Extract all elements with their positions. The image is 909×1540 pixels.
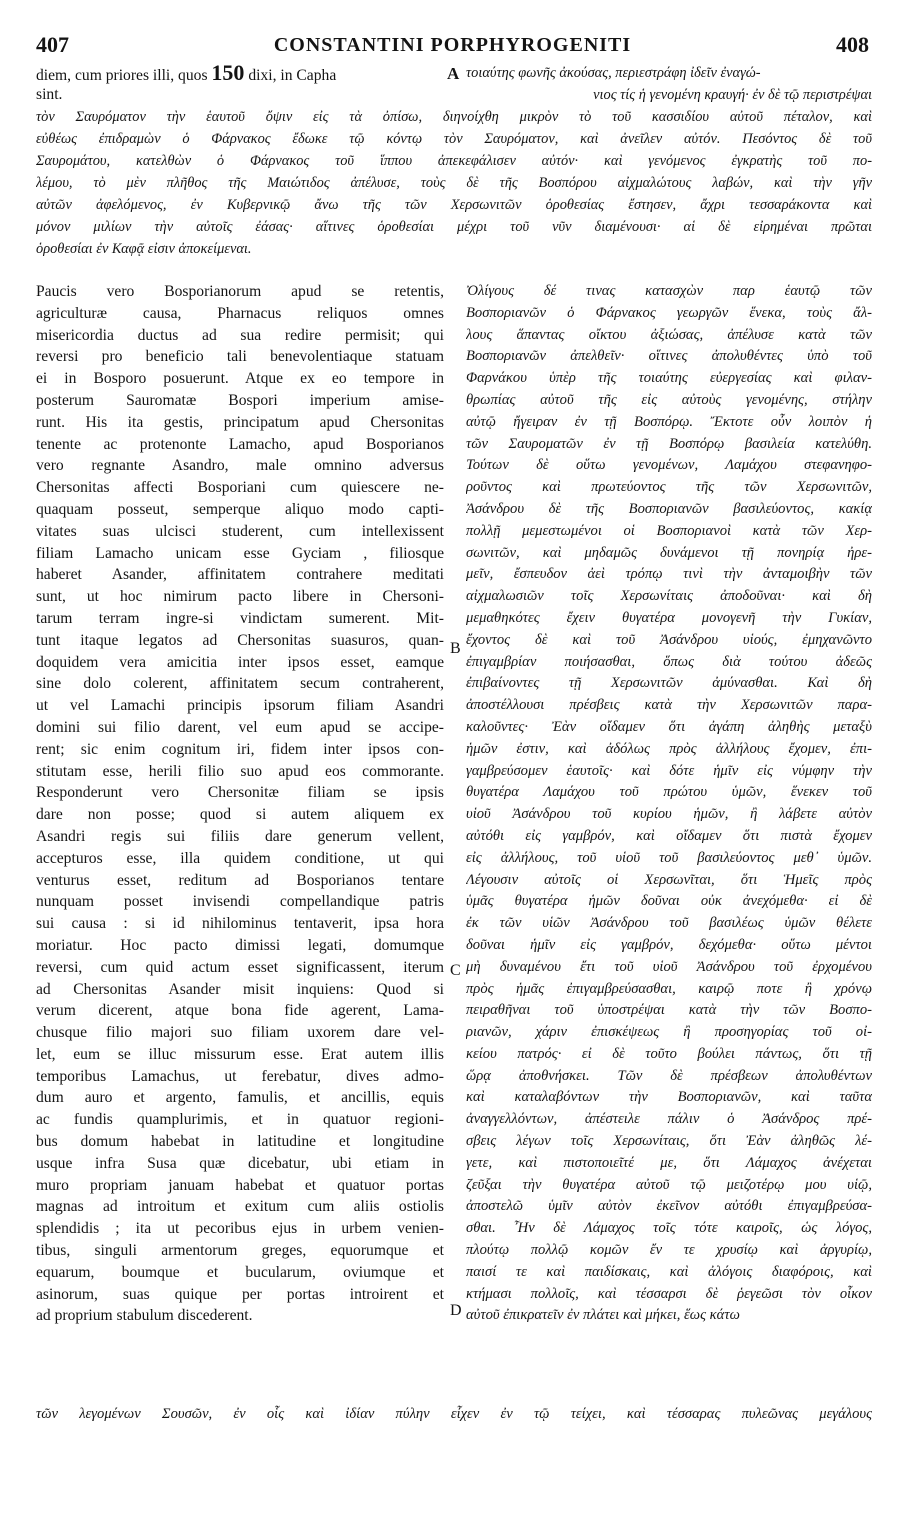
text-line: ζεῦξαι τὴν θυγατέρα αὐτοῦ τῷ μειζοτέρῳ μου υἱῷ, [466, 1176, 872, 1193]
text-line: τῶν Σαυροματῶν ἐν τῇ Βοσπόρῳ βασιλεία κατελύθη. [466, 435, 872, 452]
text-line: πλούτῳ πολλῷ κομῶν ἔν τε χρυσίῳ καὶ ἀργυρίῳ, [466, 1242, 872, 1259]
text-line: tunt itaque legatos ad Chersonitas suasuros, quan- [36, 631, 444, 649]
text-line: accepturos esse, illa quidem conditione, ut qui [36, 849, 444, 867]
text-line: θρωπίας αὐτοῦ τῆς εἰς αὐτοὺς γενομένης, στήλην [466, 391, 872, 408]
latin-column [36, 281, 444, 1327]
text-line: κτήμασι πολλοῖς, καὶ τέσσαρσι δὲ ῥεγεῶσι τὸν οἶκον [466, 1285, 872, 1302]
text-line: nunquam posset invisendi compellandique patris [36, 893, 444, 911]
section-marker-b: B [450, 640, 461, 657]
text-line: let, eum se illuc missurum esse. Erat autem illis [36, 1045, 444, 1063]
text-line: verum dicerent, atque bona fide agerent, Lama- [36, 1002, 444, 1020]
text-line: Ἀσάνδρου δὲ τῆς Βοσποριανῶν βασιλεύοντος, κακίᾳ [466, 500, 872, 517]
text-line: ἐκ τῶν υἱῶν Ἀσάνδρου τοῦ βασιλέως ὑμῶν θέλετε [466, 915, 872, 932]
text-line: chusque filio majori suo filiam uxorem dare vel- [36, 1024, 444, 1042]
text-line: γετε, καὶ πιστοποιεῖτέ με, ὅτι Λάμαχος ἀνέχεται [466, 1154, 872, 1171]
text-line: doquidem vera amicitia inter ipsos esset, eamque [36, 653, 444, 671]
text-line: ὥρᾳ ἀποθνήσκει. Τῶν δὲ πρέσβεων ἀπολυθέντων [466, 1067, 872, 1084]
text-line: καὶ καταλαβόντων τὴν Βοσποριανῶν, καὶ ταῦτα [466, 1089, 872, 1106]
text-line: ὑμᾶς θυγατέρα ἡμῶν δοῦναι οὐκ ἀνεχόμεθα· εἰ δὲ [466, 893, 872, 910]
text-line: μόνον μιλίων τὴν αὐτοῖς ἐάσας· αἵτινες ὁροθεσίαι μέχρι τοῦ νῦν διαμένουσι· αἱ δὲ εἰρημέναι πρῶται [36, 219, 872, 235]
text-line: Τούτων δὲ οὕτω γενομένων, Λαμάχου στεφανηφο- [466, 457, 872, 474]
page-header [36, 32, 869, 60]
text-line: μεῖν, ἔσπευδον ἀεὶ τρόπῳ τινὶ τὴν ἀνταμοιβὴν τῶν [466, 566, 872, 583]
text-line: γαμβρεύσομεν ἑαυτοῖς· καὶ δότε ἡμῖν εἰς νύμφην τὴν [466, 762, 872, 779]
text-line: λέμου, τὸ μὲν πλῆθος τῆς Μαιώτιδος ἀπέλυσε, τοὺς δὲ τῆς Βοσπόρου αἰχμαλώτους λαβών, καὶ τὴν γῆν [36, 175, 872, 191]
text-line: agriculturæ causa, Pharnacus reliquos omnes [36, 304, 444, 322]
text-line: ριανῶν, χάριν ἐπισκέψεως ἢ προσηγορίας τοῦ οἰ- [466, 1024, 872, 1041]
text-line: εὐθέως ἐπιδραμὼν ὁ Φάρνακος ἔδωκε τῷ κόντῳ τὸν Σαυρόματον, καὶ ἀνεῖλεν αὐτόν. Πεσόντος δὲ τοῦ [36, 131, 872, 147]
text-line: usque infra Susa quæ dicebatur, ubi etiam in [36, 1154, 444, 1172]
text-line: ad Chersonitas Asander misit inquiens: Quod si [36, 980, 444, 998]
text-line: asinorum, suas quique per portas introirent et [36, 1285, 444, 1303]
text-line: ei in Bosporo posuerunt. Atque ex eo tempore in [36, 370, 444, 388]
text-line: domini sui filio darent, vel eum apud se accipe- [36, 718, 444, 736]
latin-text: sint. [36, 86, 63, 103]
text-line: ἐπιβαίνοντες τῇ Χερσωνιτῶν ἀμύνασθαι. Καὶ δὴ [466, 675, 872, 692]
text-line: λους ἅπαντας οἴκτου ἀξιώσας, ἀπέλυσε κατὰ τῶν [466, 326, 872, 343]
text-line: τὸν Σαυρόματον τὴν ἑαυτοῦ ὄψιν εἰς τὰ ὀπίσω, διηνοίχθη μικρὸν τὸ τοῦ κασσιδίου αὐτοῦ πέταλον, καὶ [36, 109, 872, 125]
text-line: μεμαθηκότες ἔχειν θυγατέρα μονογενῆ τὴν Γυκίαν, [466, 609, 872, 626]
text-line: παισί τε καὶ παιδίσκαις, καὶ ἀλόγοις διαφόροις, καὶ [466, 1263, 872, 1280]
text-line: splendidis ; ita ut pecoribus ejus in urbem venien- [36, 1220, 444, 1238]
running-title: CONSTANTINI PORPHYROGENITI [273, 34, 632, 56]
latin-text: diem, cum priores illi, quos [36, 67, 212, 84]
text-line: Λέγουσιν αὐτοῖς οἱ Χερσωνῖται, ὅτι Ἡμεῖς πρὸς [466, 871, 872, 888]
latin-fragment [36, 62, 444, 84]
page-number-left: 407 [36, 32, 69, 57]
section-marker-c: C [450, 962, 461, 979]
text-line: sui causa : si id nihilominus tentaverit, ipsa hora [36, 915, 444, 933]
text-line: Ὀλίγους δέ τινας κατασχὼν παρ ἑαυτῷ τῶν [466, 283, 872, 299]
text-line: misericordia ductus ad sua redire permisit; qui [36, 326, 444, 344]
text-line: sine dolo colerent, affinitatem secum contraherent, [36, 675, 444, 693]
text-line: tibus, singuli armentorum greges, equorumque et [36, 1242, 444, 1260]
text-line: ac fundis quamplurimis, et in quatuor regioni- [36, 1111, 444, 1129]
text-line: Asandri regis sui filiis dare generum vellent, [36, 827, 444, 845]
text-line: εἰς ἀλλήλους, τοῦ υἱοῦ τοῦ βασιλεύοντος μεθ᾽ ὑμῶν. [466, 849, 872, 866]
text-line: posterum Sauromatæ Bospori imperium amise- [36, 391, 444, 409]
text-line: runt. His ita gestis, principatum apud Chersonitas [36, 413, 444, 431]
text-line: bus domum habebat in latitudine et longitudine [36, 1133, 444, 1151]
text-line: Σαυρομάτου, κατελθὼν ὁ Φάρνακος τοῦ ἵππου ἀπεκεφάλισεν αὐτόν· καὶ γενόμενος ἐγκρατὴς τοῦ πο- [36, 153, 872, 169]
text-line: σθαι. Ἦν δὲ Λάμαχος τοῖς τότε καιροῖς, ὡς λόγος, [466, 1220, 872, 1237]
text-line: ἐπιγαμβρίαν ποιήσασθαι, ὅπως διὰ τούτου ἀδεῶς [466, 653, 872, 670]
text-line: μὴ δυναμένου ἔτι τοῦ υἱοῦ Ἀσάνδρου τοῦ ἐρχομένου [466, 958, 872, 975]
text-line: haberet Asander, affinitatem contrahere meditati [36, 566, 444, 584]
text-line: filiam Lamacho unicam esse Gyciam , filiosque [36, 544, 444, 562]
section-marker-a: A [447, 64, 460, 83]
text-line: muro propriam januam habebat et quatuor portas [36, 1176, 444, 1194]
text-line: dum auro et argento, famulis, et ancillis, equis [36, 1089, 444, 1107]
text-line: ὁροθεσίαι ἐν Καφᾷ εἰσιν ἀποκείμεναι. [36, 241, 252, 257]
greek-column [466, 281, 872, 1327]
latin-fragment [36, 84, 444, 106]
text-line: Chersonitas affecti Bosporiani cum quiescere ne- [36, 479, 444, 497]
text-line: υἱοῦ Ἀσάνδρου τοῦ κυρίου ἡμῶν, ἢ λάβετε αὐτὸν [466, 806, 872, 823]
greek-fragment: τοιαύτης φωνῆς ἀκούσας, περιεστράφη ἰδεῖν ἐναγώ- [466, 65, 761, 81]
text-line [36, 84, 872, 106]
text-line: πρὸς ἡμᾶς ἐπιγαμβρεύσασθαι, καιρῷ ποτε ἢ χρόνῳ [466, 980, 872, 997]
text-line: quaquam posseut, semperque aliquo modo capti- [36, 500, 444, 518]
text-line: ad proprium stabulum discederent. [36, 1307, 253, 1325]
text-line: κείου πατρός· εἰ δὲ τοῦτο βούλει πάντως, ὅτι τῇ [466, 1045, 872, 1062]
text-line: reversi, cum quid actum esset significassent, iterum [36, 958, 444, 976]
text-line: Paucis vero Bosporianorum apud se retentis, [36, 283, 444, 300]
text-line: Responderunt vero Chersonitæ filiam se ipsis [36, 784, 444, 802]
text-line: ἡμῶν ἐστιν, καὶ ἀδόλως πρὸς ἀλλήλους ἔχομεν, ἐπι- [466, 740, 872, 757]
text-line: θυγατέρα Λαμάχου τοῦ πρώτου ὑμῶν, ἕνεκεν τοῦ [466, 784, 872, 801]
bottom-text-line [36, 1404, 872, 1426]
text-line: ἔχοντος δὲ καὶ τοῦ Ἀσάνδρου υἱούς, ἐμηχανῶντο [466, 631, 872, 648]
text-line: magnas ad introitum et exitum cum aliis ostiolis [36, 1198, 444, 1216]
text-line: αὐτῶν ἀφελόμενος, ἐν Κυβερνικῷ ἄνω τῆς τῶν Χερσωνιτῶν ὁροθεσίας ἔστησεν, ἄχρι τεσσαράκοντα καὶ [36, 197, 872, 213]
text-line: Φαρνάκου ὑπὲρ τῆς τοιαύτης εὐεργεσίας καὶ φιλαν- [466, 370, 872, 387]
text-line: τῶν λεγομένων Σουσῶν, ἐν οἷς καὶ ἰδίαν πύλην εἶχεν ἐν τῷ τείχει, καὶ τέσσαρας πυλεῶνας μεγάλους [36, 1406, 872, 1422]
text-line: rent; sic enim cognitum iri, fidem inter ipsos con- [36, 740, 444, 758]
text-line: αὐτῷ ἤγειραν ἐν τῇ Βοσπόρῳ. Ἔκτοτε οὖν λοιπὸν ἡ [466, 413, 872, 430]
text-line: temporibus Lamachus, ut ferebatur, dives admo- [36, 1067, 444, 1085]
section-marker-d: D [450, 1302, 462, 1319]
text-line: ἀποστελῶ ὑμῖν αὐτὸν ἐκεῖνον αὐτόθι ἐπιγαμβρεύσα- [466, 1198, 872, 1215]
text-line: vitates suas ulcisci studerent, cum intellexissent [36, 522, 444, 540]
text-line: πολλῇ μεμεστωμένοι οἱ Βοσποριανοὶ κατὰ τῶν Χερ- [466, 522, 872, 539]
text-line: ἀναγγελλόντων, ἀπέστειλε πάλιν ὁ Ἀσάνδρος πρέ- [466, 1111, 872, 1128]
text-line: ut vel Lamachi principis ipsorum filiam Asandri [36, 697, 444, 715]
text-line: καλοῦντες· Ἐὰν οἴδαμεν ὅτι ἀγάπη ἀληθὴς μεταξὺ [466, 718, 872, 735]
text-line: δοῦναι ἡμῖν εἰς γαμβρόν, δεχόμεθα· οὕτω μέντοι [466, 936, 872, 953]
greek-fragment: νιος τίς ἡ γενομένη κραυγή· ἐν δὲ τῷ περιστρέψαι [593, 87, 872, 103]
text-line: πειραθῆναι τοῦ ὑποστρέψαι κατὰ τὴν τῶν Βοσπο- [466, 1002, 872, 1019]
text-line: ροῦντος καὶ πρωτεύοντος τῆς τῶν Χερσωνιτῶν, [466, 479, 872, 496]
text-line: vero regnante Asandro, male omnino adversus [36, 457, 444, 475]
text-line: moriatur. Hoc pacto dimissi legati, domumque [36, 936, 444, 954]
inline-number: 150 [211, 62, 245, 84]
page-number-right: 408 [836, 32, 869, 57]
text-line: ἀποστέλλουσι πρέσβεις κατὰ τὴν Χερσωνιτῶν παρα- [466, 697, 872, 714]
text-line: tarum terram ingre-si vindictam sumerent. Mit- [36, 609, 444, 627]
text-line: sunt, ut hoc nimirum pacto libere in Chersoni- [36, 588, 444, 606]
text-line: reversi pro beneficio tali benevolentiaque statuam [36, 348, 444, 366]
text-line: equarum, boumque et bucularum, oviumque et [36, 1263, 444, 1281]
top-text-block [36, 62, 872, 260]
text-line: αὐτοῦ ἐπικρατεῖν ἐν πλάτει καὶ μήκει, ἕως κάτω [466, 1307, 740, 1324]
text-line: σωνιτῶν, καὶ μηδαμῶς δυνάμενοι τῇ πονηρίᾳ ἠρε- [466, 544, 872, 561]
text-line: αὐτόθι εἰς γαμβρόν, καὶ οἴδαμεν ὅτι πιστὰ ἔχομεν [466, 827, 872, 844]
text-line: dare non posse; quod si autem aliquem ex [36, 806, 444, 824]
text-line: stitutam esse, herili filio suo apud eos commorante. [36, 762, 444, 780]
text-line: Βοσποριανῶν ἀπελθεῖν· οἵτινες ἀπολυθέντες ὑπὸ τοῦ [466, 348, 872, 365]
latin-text: dixi, in Capha [244, 67, 337, 84]
text-line: σβεις λέγων τοῖς Χερσωνίταις, ὅτι Ἐὰν ἀληθῶς λέ- [466, 1133, 872, 1150]
text-line: Βοσποριανῶν ὁ Φάρνακος γεωργῶν ἕνεκα, τοὺς ἄλ- [466, 304, 872, 321]
text-line: αἰχμαλωσιῶν τοῖς Χερσωνίταις ἀποδοῦναι· καὶ δὴ [466, 588, 872, 605]
text-line: venturus esset, reditum ad Bosporianos tentare [36, 871, 444, 889]
text-line: tenente ac protenonte Lamacho, apud Bosporianos [36, 435, 444, 453]
